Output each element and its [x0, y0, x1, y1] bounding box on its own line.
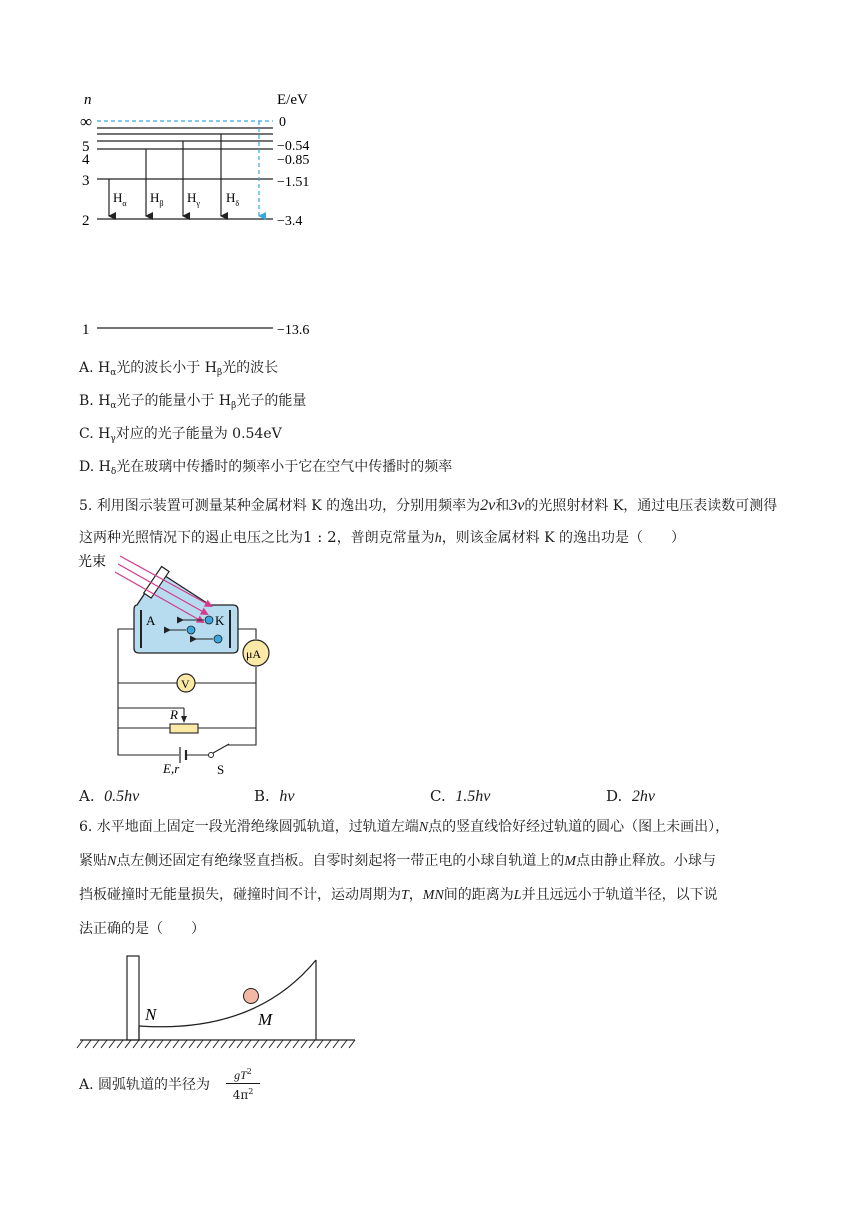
q4-option-b[interactable]: B. $H_\alpha$光子的能量小于 $H_\beta$光子的能量 — [79, 393, 307, 411]
level-n-2: 2 — [82, 213, 90, 229]
level-e-4: −0.85 — [277, 153, 310, 168]
fraction-numerator: $gT^2$ — [226, 1064, 260, 1084]
q6-stem-line-1: 6. 水平地面上固定一段光滑绝缘圆弧轨道，过轨道左端N点的竖直线恰好经过轨道的圆心（图上未画出）， — [79, 819, 730, 835]
wire-switch-right — [227, 728, 256, 745]
q4-option-a[interactable]: A. $H_\alpha$光的波长小于 $H_\beta$光的波长 — [79, 360, 279, 378]
level-n-infinity: ∞ — [80, 112, 93, 131]
photoelectric-svg — [75, 548, 285, 780]
cathode-label: K — [215, 613, 225, 628]
arc-track — [139, 960, 316, 1027]
voltmeter-label: V — [181, 677, 190, 691]
electron-3 — [214, 635, 222, 643]
label-h-delta: $H_\delta$ — [226, 190, 240, 208]
radius-fraction — [226, 1064, 260, 1103]
q5-option-b[interactable]: B. hν — [254, 787, 295, 805]
level-e-infinity: 0 — [279, 115, 286, 130]
electron-2 — [187, 626, 195, 634]
q5-option-a[interactable]: A. 0.5hν — [79, 787, 140, 805]
q4-option-c[interactable]: C. $H_\gamma$对应的光子能量为 0.54eV — [79, 426, 282, 444]
ground-hatching — [77, 1040, 355, 1048]
switch-contact — [209, 753, 214, 758]
source-label: E,r — [163, 761, 180, 776]
anode-label: A — [146, 613, 156, 628]
q6-stem-line-4: 法正确的是（ ） — [79, 921, 205, 937]
energy-level-diagram — [75, 85, 335, 340]
q5-option-d[interactable]: D. 2hν — [606, 787, 655, 805]
point-n-label: N — [145, 1005, 157, 1024]
q5-stem: 5. 利用图示装置可测量某种金属材料 K 的逸出功，分别用频率为2ν和3ν的光照射材料 K，通过电压表读数可测得这两种光照情况下的遏止电压之比为1 : 2，普朗克常量为h，则该金属材料 K 的逸出功是（ ） — [79, 497, 778, 546]
level-e-3: −1.51 — [277, 175, 310, 190]
arc-track-svg — [75, 950, 365, 1056]
level-e-2: −3.4 — [277, 214, 303, 229]
label-h-alpha: $H_\alpha$ — [113, 190, 127, 208]
charged-ball — [244, 989, 259, 1004]
photoelectric-diagram — [75, 548, 285, 780]
switch-label: S — [217, 762, 225, 777]
switch-lever — [213, 744, 229, 753]
level-n-3: 3 — [82, 173, 90, 189]
level-n-1: 1 — [82, 322, 90, 338]
rheostat-label: R — [170, 707, 178, 722]
level-n-4: 4 — [82, 152, 90, 168]
energy-level-svg — [75, 85, 335, 340]
n-axis-header: n — [84, 92, 92, 108]
point-m-label: M — [258, 1010, 273, 1029]
energy-axis-header: E/eV — [277, 92, 308, 108]
beam-label: 光束 — [78, 555, 106, 570]
wire-right-top — [238, 629, 256, 639]
fraction-denominator: $4\pi^2$ — [232, 1087, 254, 1102]
electron-1 — [205, 616, 213, 624]
label-h-gamma: $H_\gamma$ — [187, 190, 200, 208]
q5-option-c[interactable]: C. 1.5hν — [430, 787, 491, 805]
vertical-baffle — [127, 956, 139, 1040]
rheostat-slider — [181, 716, 187, 723]
level-n-5: 5 — [82, 139, 90, 155]
q6-stem-line-3: 挡板碰撞时无能量损失，碰撞时间不计，运动周期为T，MN间的距离为L并且远远小于轨道半径，以下说 — [79, 887, 718, 903]
arc-track-diagram — [75, 950, 365, 1056]
rheostat — [170, 724, 198, 733]
q4-option-d[interactable]: D. $H_\delta$光在玻璃中传播时的频率小于它在空气中传播时的频率 — [79, 459, 453, 477]
ammeter-label: μA — [246, 647, 262, 661]
q6-stem-line-2: 紧贴N点左侧还固定有绝缘竖直挡板。自零时刻起将一带正电的小球自轨道上的M点由静止释放。小球与 — [79, 853, 717, 869]
level-e-5: −0.54 — [277, 139, 310, 154]
level-e-1: −13.6 — [277, 323, 310, 338]
label-h-beta: $H_\beta$ — [150, 190, 164, 208]
wire-voltmeter-right — [194, 667, 256, 683]
